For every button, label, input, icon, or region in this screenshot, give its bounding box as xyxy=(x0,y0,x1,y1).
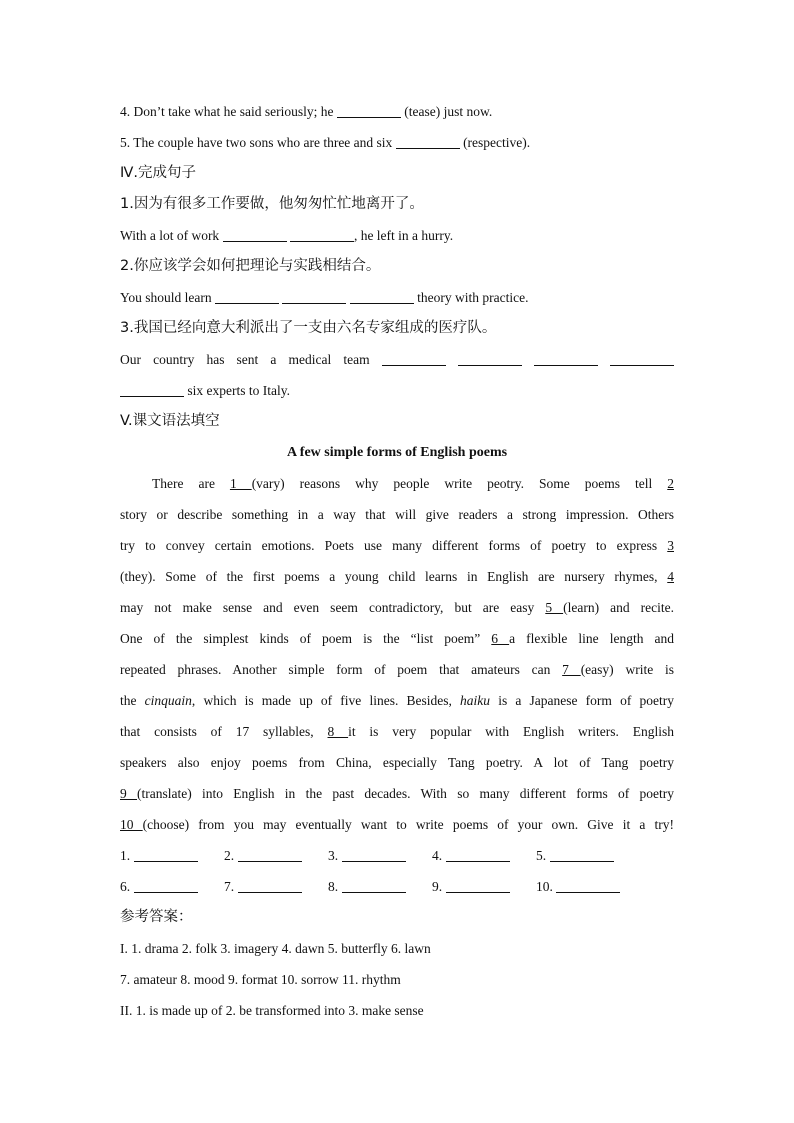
answer-blank[interactable] xyxy=(223,224,287,242)
passage-line: There are 1 (vary) reasons why people write peotry. Some poems tell 2 xyxy=(152,476,674,491)
passage-line: try to convey certain emotions. Poets use many different forms of poetry to express 3 xyxy=(120,538,674,553)
answer-blank[interactable] xyxy=(337,100,401,118)
section-5-heading: V.课文语法填空 xyxy=(120,413,220,429)
answer-blank[interactable] xyxy=(134,875,198,893)
answer-blank[interactable] xyxy=(396,131,460,149)
answer-blank[interactable] xyxy=(120,379,184,397)
answers-line: 7. amateur 8. mood 9. format 10. sorrow 11. rhythm xyxy=(120,972,401,987)
section-4-heading: Ⅳ.完成句子 xyxy=(120,165,196,181)
blank-number: 8 xyxy=(327,724,349,739)
answers-heading: 参考答案： xyxy=(120,909,193,925)
passage-line: One of the simplest kinds of poem is the “list poem” 6 a flexible line length and xyxy=(120,631,674,646)
answer-blank[interactable] xyxy=(610,348,674,366)
answer-blank[interactable] xyxy=(238,875,302,893)
sentence-1-chinese: 1.因为有很多工作要做，他匆匆忙忙地离开了。 xyxy=(120,196,424,212)
sentence-3-chinese: 3.我国已经向意大利派出了一支由六名专家组成的医疗队。 xyxy=(120,320,497,336)
answer-blank[interactable] xyxy=(382,348,446,366)
blank-number: 4 xyxy=(667,569,674,584)
blank-number: 2 xyxy=(667,476,674,491)
answer-blank[interactable] xyxy=(134,844,198,862)
item-5: 5. The couple have two sons who are three and six (respective). xyxy=(120,127,674,158)
answer-row-2: 6. 7. 8. 9. 10. xyxy=(120,871,674,902)
blank-number: 3 xyxy=(667,538,674,553)
sentence-2-english: You should learn theory with practice. xyxy=(120,282,674,313)
blank-number: 1 xyxy=(229,476,252,491)
answer-blank[interactable] xyxy=(446,844,510,862)
blank-number: 7 xyxy=(562,662,581,677)
passage-line: (they). Some of the first poems a young child learns in English are nursery rhymes, 4 xyxy=(120,569,674,584)
sentence-1-english: With a lot of work , he left in a hurry. xyxy=(120,220,674,251)
answer-blank[interactable] xyxy=(290,224,354,242)
passage-title: A few simple forms of English poems xyxy=(286,445,508,460)
answer-blank[interactable] xyxy=(238,844,302,862)
item-4: 4. Don’t take what he said seriously; he (tease) just now. xyxy=(120,96,674,127)
blank-number: 10 xyxy=(120,817,143,832)
answers-line: II. 1. is made up of 2. be transformed into 3. make sense xyxy=(120,1003,424,1018)
answer-blank[interactable] xyxy=(458,348,522,366)
answer-blank[interactable] xyxy=(350,286,414,304)
blank-number: 9 xyxy=(120,786,138,801)
sentence-3-english: Our country has sent a medical team xyxy=(120,344,674,375)
answer-blank[interactable] xyxy=(342,875,406,893)
answers-line: I. 1. drama 2. folk 3. imagery 4. dawn 5. butterfly 6. lawn xyxy=(120,941,431,956)
answer-row-1: 1. 2. 3. 4. 5. xyxy=(120,840,674,871)
answer-blank[interactable] xyxy=(534,348,598,366)
passage-line: speakers also enjoy poems from China, especially Tang poetry. A lot of Tang poetry xyxy=(120,755,674,770)
answer-blank[interactable] xyxy=(550,844,614,862)
sentence-2-chinese: 2.你应该学会如何把理论与实践相结合。 xyxy=(120,258,381,274)
answer-blank[interactable] xyxy=(556,875,620,893)
passage-line: 10 (choose) from you may eventually want to write poems of your own. Give it a try! xyxy=(120,817,674,832)
answer-blank[interactable] xyxy=(342,844,406,862)
passage-line: 9 (translate) into English in the past decades. With so many different forms of poetry xyxy=(120,786,674,801)
sentence-3-english-cont: six experts to Italy. xyxy=(120,375,674,406)
blank-number: 6 xyxy=(491,631,510,646)
passage-line: that consists of 17 syllables, 8 it is very popular with English writers. English xyxy=(120,724,674,739)
passage-line: may not make sense and even seem contradictory, but are easy 5 (learn) and recite. xyxy=(120,600,674,615)
answer-blank[interactable] xyxy=(446,875,510,893)
answer-blank[interactable] xyxy=(215,286,279,304)
blank-number: 5 xyxy=(545,600,564,615)
passage-line: the cinquain, which is made up of five lines. Besides, haiku is a Japanese form of poetry xyxy=(120,693,674,708)
exercise-content xyxy=(120,96,674,1026)
passage-line: story or describe something in a way that will give readers a strong impression. Others xyxy=(120,507,674,522)
passage-line: repeated phrases. Another simple form of poem that amateurs can 7 (easy) write is xyxy=(120,662,674,677)
answer-blank[interactable] xyxy=(282,286,346,304)
